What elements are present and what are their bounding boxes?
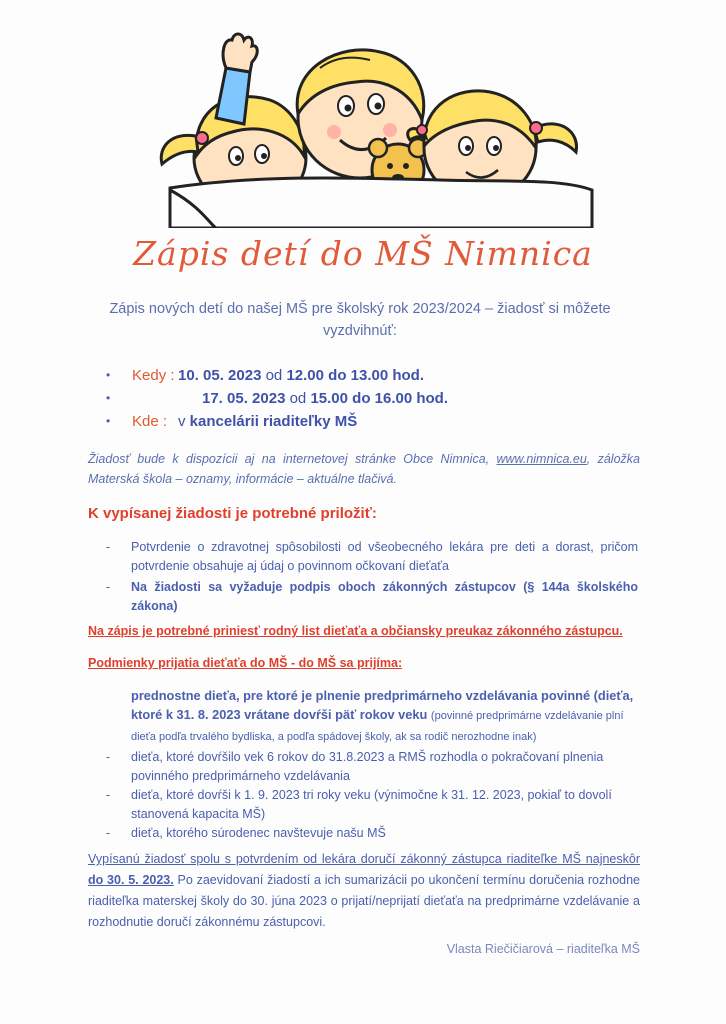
when-value-1: 10. 05. 2023 od 12.00 do 13.00 hod.	[178, 367, 425, 384]
deadline: do 30. 5. 2023.	[88, 873, 174, 887]
schedule-row-1	[106, 364, 626, 387]
list-item: - dieťa, ktoré dovŕši k 1. 9. 2023 tri roky veku (výnimočne k 31. 12. 2023, pokiaľ to dovolí stanovená kapacita MŠ)	[106, 788, 612, 821]
when-value-2: 17. 05. 2023 od 15.00 do 16.00 hod.	[202, 390, 449, 407]
bullet: •	[106, 414, 111, 428]
list-item: prednostne dieťa, pre ktoré je plnenie predprimárneho vzdelávania povinné (dieťa, ktoré k 31. 8. 2023 vrátane dovŕši päť rokov veku (povinné predprimárne vzdelávanie plní dieťa podľa trvalého bydliska, a podľa spádovej školy, ak sa rodič nerozhodne inak)	[131, 688, 634, 743]
schedule-list	[106, 364, 626, 433]
page-title: Zápis detí do MŠ Nimnica	[133, 234, 593, 273]
when-label: Kedy :	[132, 367, 175, 384]
where-value: v kancelárii riaditeľky MŠ	[178, 413, 358, 430]
list-item: - dieťa, ktorého súrodenec navštevuje našu MŠ	[106, 826, 386, 840]
bullet: •	[106, 391, 111, 405]
conditions-list	[106, 686, 638, 843]
website-note: Žiadosť bude k dispozícii aj na internetovej stránke Obce Nimnica, www.nimnica.eu, záložka Materská škola – oznamy, informácie – aktuálne tlačivá.	[88, 452, 640, 486]
intro-text: Zápis nových detí do našej MŠ pre školský rok 2023/2024 – žiadosť si môžete vyzdvihnúť:	[109, 301, 611, 339]
children-illustration	[140, 28, 600, 228]
schedule-row-2	[106, 387, 626, 410]
attachments-list	[106, 538, 638, 618]
conditions-heading: Podmienky prijatia dieťaťa do MŠ - do MŠ sa prijíma:	[88, 656, 403, 670]
where-label: Kde :	[132, 413, 168, 430]
schedule-row-3	[106, 410, 626, 433]
attachments-heading: K vypísanej žiadosti je potrebné priložiť:	[88, 505, 377, 522]
blanket-edge	[170, 178, 592, 228]
website-link[interactable]: www.nimnica.eu	[496, 452, 587, 466]
signature: Vlasta Riečičiarová – riaditeľka MŠ	[446, 942, 640, 956]
final-paragraph: Vypísanú žiadosť spolu s potvrdením od lekára doručí zákonný zástupca riaditeľke MŠ najneskôr do 30. 5. 2023. Po zaevidovaní žiadostí a ich sumarizácii po ukončení termínu doručenia rozhodne riaditeľka materskej školy do 30. júna 2023 o prijatí/neprijatí dieťaťa na predprimárne vzdelávanie a rozhodnutie doručí zákonnému zástupcovi.	[88, 852, 640, 929]
list-item: - Na žiadosti sa vyžaduje podpis oboch zákonných zástupcov (§ 144a školského zákona)	[106, 580, 638, 613]
list-item: - dieťa, ktoré dovŕšilo vek 6 rokov do 31.8.2023 a RMŠ rozhodla o pokračovaní plnenia povinného predprimárneho vzdelávania	[106, 750, 604, 783]
list-item: - Potvrdenie o zdravotnej spôsobilosti od všeobecného lekára pre deti a dorast, pričom potvrdenie obsahuje aj údaj o povinnom očkovaní dieťaťa	[106, 540, 638, 573]
notice-text: Na zápis je potrebné priniesť rodný list dieťaťa a občiansky preukaz zákonného zástupcu.	[88, 624, 623, 638]
bullet: •	[106, 368, 111, 382]
